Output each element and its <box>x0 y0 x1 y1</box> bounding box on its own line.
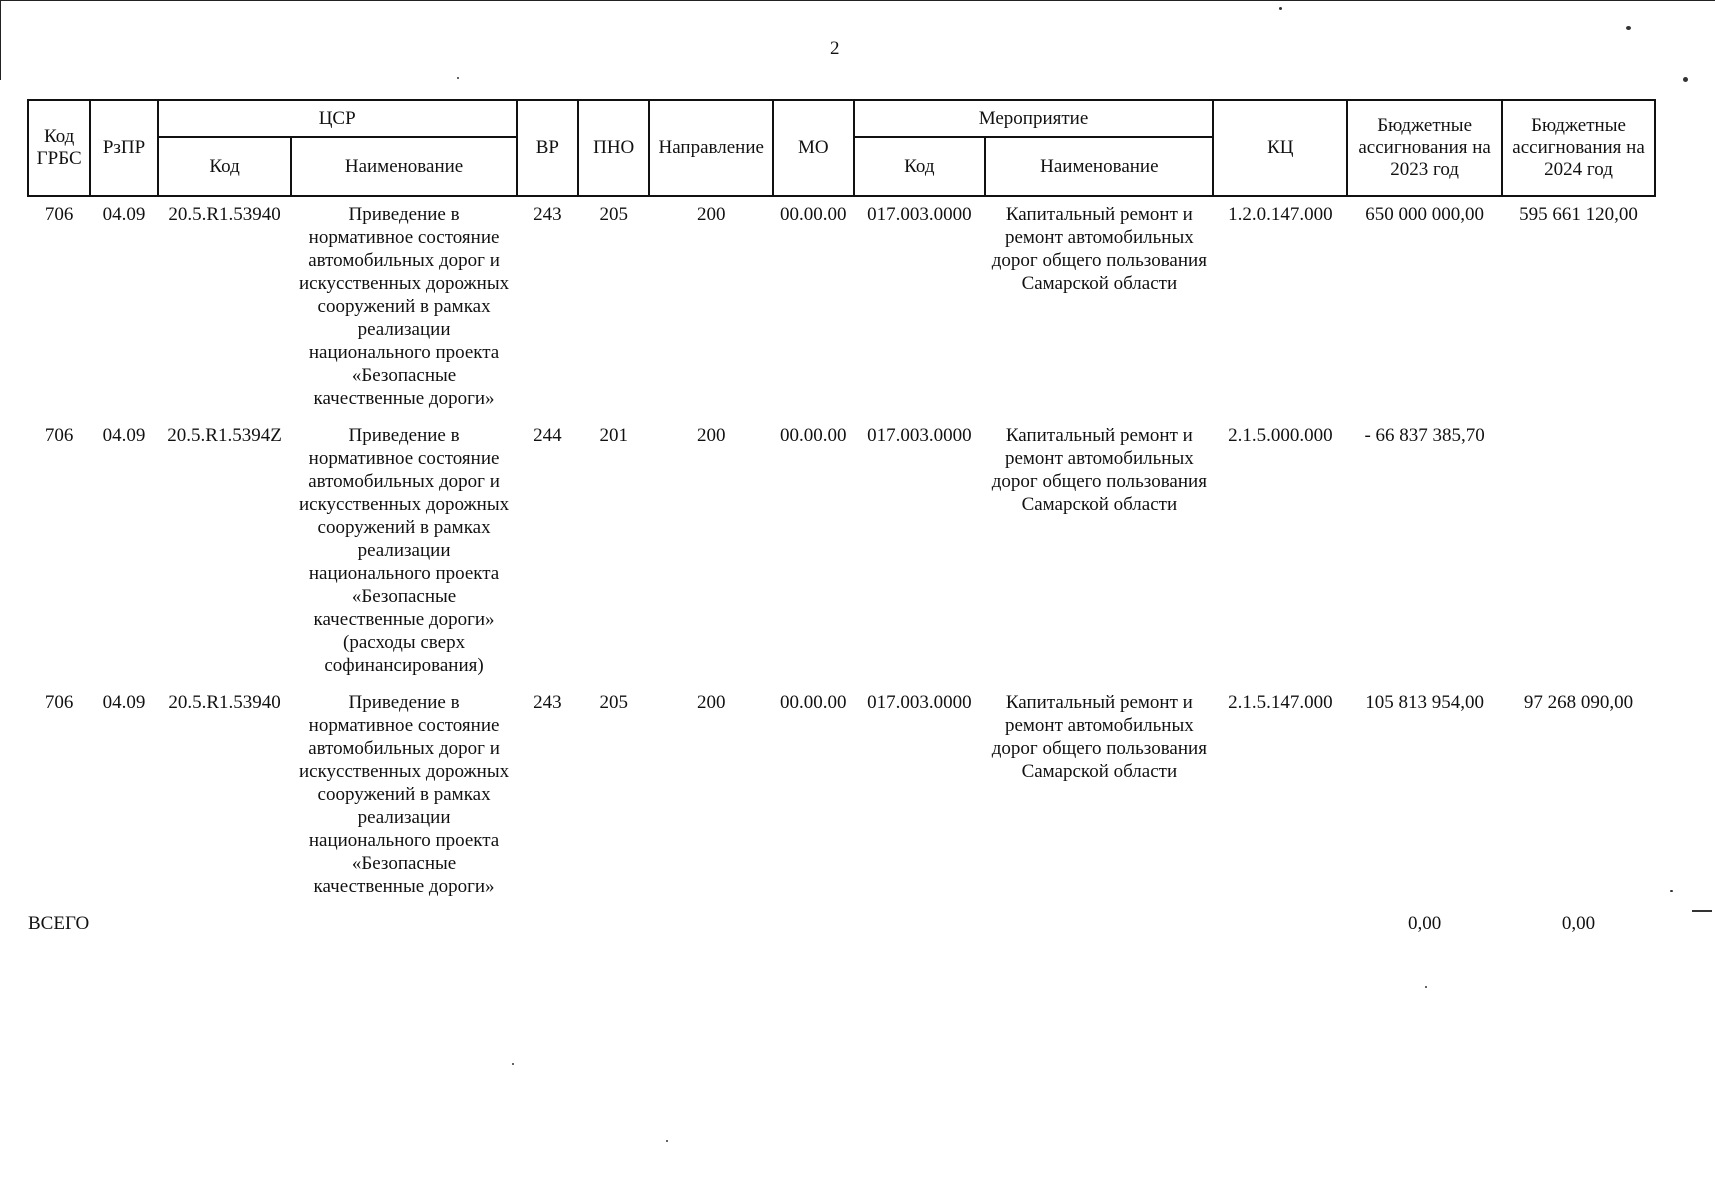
table-body <box>28 196 1655 945</box>
budget-allocation-table <box>27 99 1656 945</box>
cell-csr-kod: 20.5.R1.53940 <box>168 692 281 713</box>
header-csr-name: Наименование <box>291 137 516 196</box>
cell-mer-name: Капитальный ремонт и ремонт автомобильных дорог общего пользования Самарской области <box>991 425 1207 515</box>
cell-vr: 243 <box>533 204 562 225</box>
cell-mer-name: Капитальный ремонт и ремонт автомобильных дорог общего пользования Самарской области <box>991 204 1207 294</box>
cell-grbs: 706 <box>44 425 74 446</box>
scan-edge-left <box>0 0 1 80</box>
header-csr: ЦСР <box>158 100 517 137</box>
total-budget-2024: 0,00 <box>1561 913 1596 934</box>
table-row <box>28 420 1655 687</box>
cell-kc: 2.1.5.147.000 <box>1228 692 1333 713</box>
header-pno: ПНО <box>578 100 649 196</box>
cell-rzpr: 04.09 <box>102 425 146 446</box>
cell-pno: 205 <box>599 692 628 713</box>
total-budget-2023: 0,00 <box>1408 913 1442 934</box>
cell-budget-2023: 105 813 954,00 <box>1365 692 1484 713</box>
cell-mo: 00.00.00 <box>780 204 847 225</box>
cell-napravlenie: 200 <box>696 425 726 446</box>
scan-speck <box>1425 986 1427 988</box>
cell-budget-2024: 97 268 090,00 <box>1523 692 1634 713</box>
header-mo: МО <box>773 100 853 196</box>
header-mer-kod: Код <box>854 137 986 196</box>
header-meropriyatie: Мероприятие <box>854 100 1214 137</box>
cell-budget-2024: 595 661 120,00 <box>1519 204 1638 225</box>
scan-speck <box>1279 7 1282 10</box>
header-rzpr: РзПР <box>90 100 157 196</box>
header-napravlenie: Направление <box>649 100 773 196</box>
scan-speck <box>1683 77 1688 82</box>
table-row <box>28 687 1655 908</box>
cell-csr-kod: 20.5.R1.5394Z <box>167 425 282 446</box>
scan-speck <box>666 1140 668 1142</box>
cell-grbs: 706 <box>44 692 74 713</box>
header-mer-name: Наименование <box>985 137 1213 196</box>
cell-mer-kod: 017.003.0000 <box>867 692 972 713</box>
cell-napravlenie: 200 <box>696 204 726 225</box>
cell-mer-name: Капитальный ремонт и ремонт автомобильных дорог общего пользования Самарской области <box>991 692 1207 782</box>
cell-mo: 00.00.00 <box>780 425 847 446</box>
header-vr: ВР <box>517 100 578 196</box>
cell-pno: 201 <box>599 425 628 446</box>
page-number: 2 <box>830 38 840 59</box>
total-label: ВСЕГО <box>28 913 90 934</box>
cell-csr-name: Приведение в нормативное состояние автомобильных дорог и искусственных дорожных сооружений в рамках реализации национального проекта «Безопасные качественные дороги» <box>298 204 510 409</box>
cell-vr: 243 <box>533 692 562 713</box>
scan-speck <box>512 1063 514 1065</box>
cell-mo: 00.00.00 <box>780 692 847 713</box>
header-budget-2023: Бюджетные ассигнования на 2023 год <box>1347 100 1502 196</box>
total-row <box>28 908 1655 945</box>
cell-kc: 1.2.0.147.000 <box>1228 204 1333 225</box>
cell-vr: 244 <box>533 425 562 446</box>
cell-csr-name: Приведение в нормативное состояние автомобильных дорог и искусственных дорожных сооружений в рамках реализации национального проекта «Безопасные качественные дороги» <box>298 692 510 897</box>
scan-speck <box>1670 890 1673 892</box>
header-kod-grbs: Код ГРБС <box>28 100 90 196</box>
cell-mer-kod: 017.003.0000 <box>867 204 972 225</box>
cell-rzpr: 04.09 <box>102 204 146 225</box>
scan-speck <box>457 77 459 79</box>
header-budget-2024: Бюджетные ассигнования на 2024 год <box>1502 100 1655 196</box>
cell-pno: 205 <box>599 204 628 225</box>
cell-budget-2023: - 66 837 385,70 <box>1364 425 1485 446</box>
cell-napravlenie: 200 <box>696 692 726 713</box>
cell-kc: 2.1.5.000.000 <box>1228 425 1333 446</box>
header-csr-kod: Код <box>158 137 292 196</box>
cell-mer-kod: 017.003.0000 <box>867 425 972 446</box>
cell-csr-kod: 20.5.R1.53940 <box>168 204 281 225</box>
table-header <box>28 100 1655 196</box>
cell-budget-2023: 650 000 000,00 <box>1365 204 1484 225</box>
scan-edge-top <box>0 0 1715 1</box>
cell-grbs: 706 <box>44 204 74 225</box>
scan-speck <box>1692 910 1712 912</box>
table-row <box>28 196 1655 420</box>
cell-rzpr: 04.09 <box>102 692 146 713</box>
cell-budget-2024 <box>1502 420 1655 687</box>
cell-csr-name: Приведение в нормативное состояние автомобильных дорог и искусственных дорожных сооружений в рамках реализации национального проекта «Безопасные качественные дороги» (расходы сверх софинансирования) <box>298 425 510 676</box>
scan-speck <box>1626 26 1631 30</box>
header-kc: КЦ <box>1213 100 1347 196</box>
